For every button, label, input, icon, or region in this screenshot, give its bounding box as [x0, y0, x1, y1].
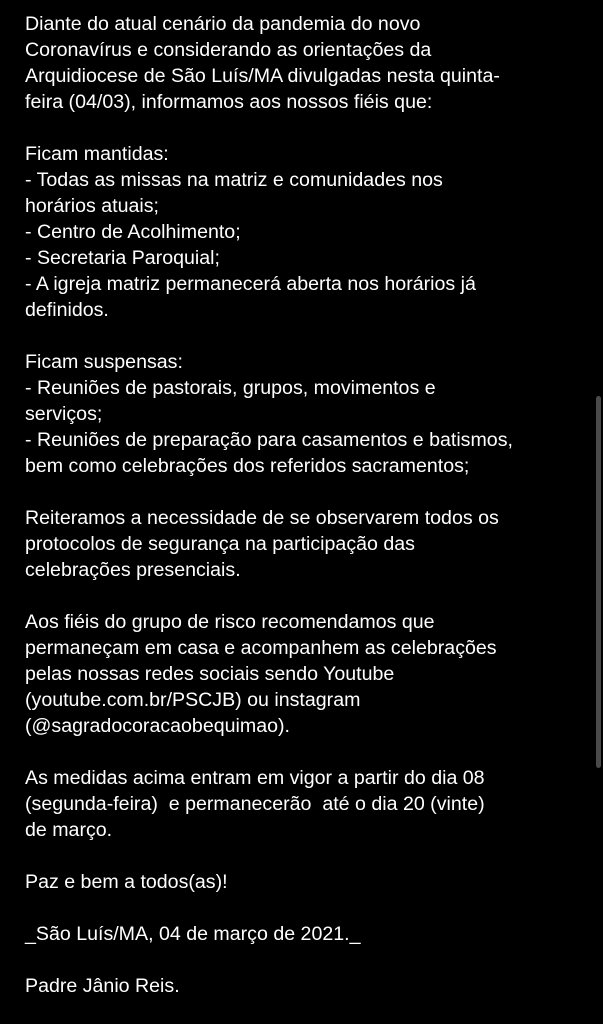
text-line: - Reuniões de preparação para casamentos e batismos, [25, 429, 513, 451]
text-line: - Todas as missas na matriz e comunidades nos [25, 169, 443, 191]
paragraph-greeting [25, 869, 585, 895]
text-line: - Secretaria Paroquial; [25, 247, 220, 269]
paragraph-maintained [25, 141, 585, 323]
text-line: Arquidiocese de São Luís/MA divulgadas nesta quinta- [25, 65, 500, 87]
text-line: Ficam suspensas: [25, 351, 183, 373]
paragraph-gap [25, 323, 585, 349]
text-line: protocolos de segurança na participação das [25, 533, 415, 555]
text-line: horários atuais; [25, 195, 159, 217]
text-line: Reiteramos a necessidade de se observarem todos os [25, 507, 499, 529]
text-line: celebrações presenciais. [25, 559, 241, 581]
text-line: _São Luís/MA, 04 de março de 2021._ [25, 923, 361, 945]
paragraph-risk-group [25, 609, 585, 739]
text-line: Aos fiéis do grupo de risco recomendamos que [25, 611, 435, 633]
paragraph-gap [25, 843, 585, 869]
paragraph-gap [25, 479, 585, 505]
paragraph-gap [25, 583, 585, 609]
paragraph-gap [25, 115, 585, 141]
text-line: Padre Jânio Reis. [25, 975, 180, 997]
text-line: Coronavírus e considerando as orientações da [25, 39, 432, 61]
text-line: bem como celebrações dos referidos sacramentos; [25, 455, 470, 477]
paragraph-dates [25, 765, 585, 843]
paragraph-gap [25, 947, 585, 973]
text-line: permaneçam em casa e acompanhem as celebrações [25, 637, 497, 659]
message-text [25, 11, 585, 999]
paragraph-safety [25, 505, 585, 583]
text-line: (youtube.com.br/PSCJB) ou instagram [25, 689, 361, 711]
text-line: As medidas acima entram em vigor a partir do dia 08 [25, 767, 485, 789]
text-line: - Reuniões de pastorais, grupos, movimentos e [25, 377, 436, 399]
text-line: - Centro de Acolhimento; [25, 221, 241, 243]
text-line: feira (04/03), informamos aos nossos fiéis que: [25, 91, 433, 113]
text-line: Diante do atual cenário da pandemia do novo [25, 13, 421, 35]
paragraph-suspended [25, 349, 585, 479]
vertical-scrollbar[interactable] [596, 396, 601, 768]
text-line: Ficam mantidas: [25, 143, 169, 165]
paragraph-intro [25, 11, 585, 115]
text-line: Paz e bem a todos(as)! [25, 871, 228, 893]
text-line: de março. [25, 819, 113, 841]
paragraph-signature [25, 973, 585, 999]
text-line: (segunda-feira) e permanecerão até o dia 20 (vinte) [25, 793, 485, 815]
text-line: definidos. [25, 299, 109, 321]
text-line: - A igreja matriz permanecerá aberta nos horários já [25, 273, 476, 295]
text-line: pelas nossas redes sociais sendo Youtube [25, 663, 395, 685]
text-line: serviços; [25, 403, 103, 425]
paragraph-gap [25, 739, 585, 765]
paragraph-place-date [25, 921, 585, 947]
text-line: (@sagradocoracaobequimao). [25, 715, 290, 737]
paragraph-gap [25, 895, 585, 921]
